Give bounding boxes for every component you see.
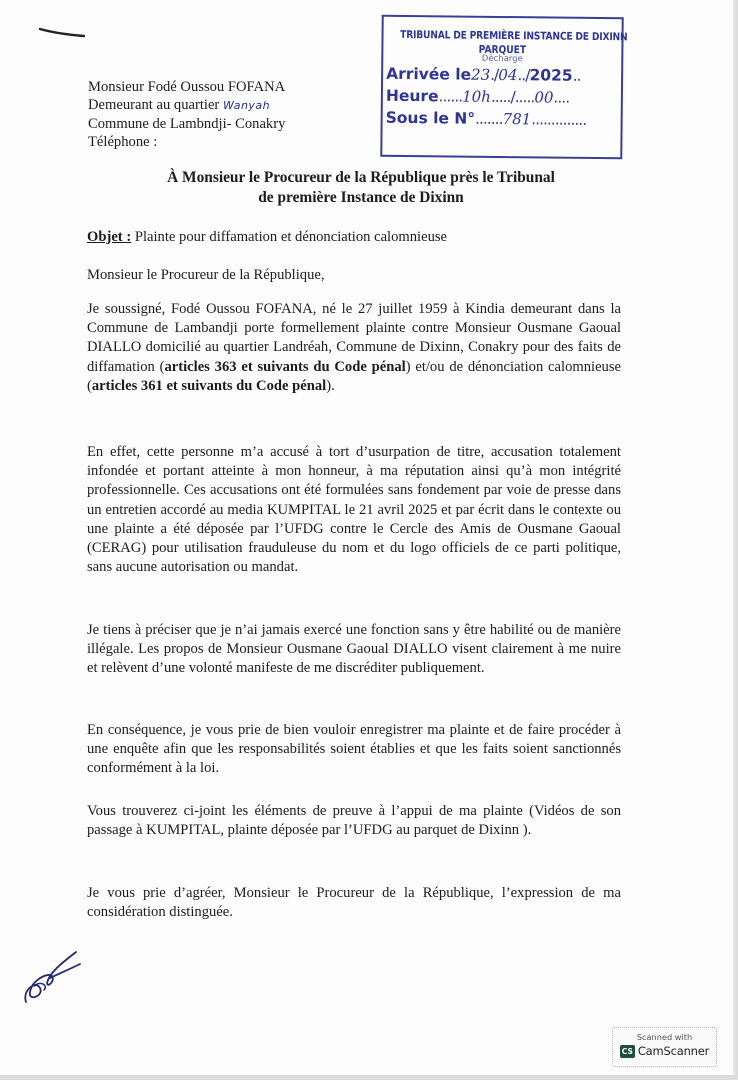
sender-address-label: Demeurant au quartier [88, 97, 223, 113]
salutation: Monsieur le Procureur de la République, [87, 267, 325, 283]
watermark-brand-row [613, 1044, 716, 1058]
subject-text: Plainte pour diffamation et dénonciation calomnieuse [131, 229, 448, 245]
page-edge-shadow [733, 0, 738, 1080]
stamp-time-hour: 10h [462, 87, 491, 106]
paragraph-complaint [87, 300, 621, 396]
stamp-office: PARQUET [478, 43, 527, 57]
sender-commune: Commune de Lambndji- Conakry [88, 116, 286, 132]
paragraph-closing: Je vous prie d’agréer, Monsieur le Procureur de la République, l’expression de ma considération distinguée. [87, 885, 621, 921]
stamp-number-label: Sous le N° [385, 108, 476, 128]
sender-address-handwritten: Wanyah [222, 99, 271, 112]
watermark-scanned-with: Scanned with [636, 1032, 693, 1042]
stamp-time-label: Heure [385, 86, 439, 106]
legal-reference-diffamation: articles 363 et suivants du Code pénal [164, 358, 406, 375]
subject-line [87, 229, 447, 246]
page-bottom-edge [0, 1075, 738, 1080]
stamp-number-row: Sous le N°.......781.............. [385, 108, 587, 129]
camscanner-watermark [612, 1027, 717, 1067]
stamp-time-row: Heure......10h...../.....00.... [385, 86, 570, 107]
addressee-line-1: À Monsieur le Procureur de la République près le Tribunal [167, 169, 555, 186]
stamp-type: Décharge [481, 53, 523, 65]
camscanner-logo-icon: CS [621, 1046, 633, 1056]
stamp-number-value: 781 [502, 110, 532, 129]
pen-mark-icon [38, 26, 88, 40]
sender-block [88, 78, 285, 151]
stamp-arrival-day: 23 [470, 65, 491, 84]
stamp-arrival-row: Arrivée le23./04../2025.. [386, 64, 581, 85]
paragraph-1-text-d: ). [326, 377, 335, 394]
paragraph-facts: En effet, cette personne m’a accusé à tort d’usurpation de titre, accusation totalement infondée et portant atteinte à mon honneur, à ma réputation ainsi qu’à mon intégrité professionnelle. Ces accusations ont été formulées sans fondement par voie de presse dans un entretien accordé au media KUMPITAL le 21 avril 2025 et par écrit dans le contexte ou une plainte a été déposée par l’UFDG contre le Cercle des Amis de Ousmane Gaoual (CERAG) pour utilisation frauduleuse du nom et du logo officiels de ce parti politique, sans aucune autorisation ou mandat. [87, 444, 621, 576]
paragraph-1-text-c: ) et/ou de dénonciation calomnieuse ( [87, 358, 621, 394]
stamp-arrival-month: 04 [498, 65, 518, 85]
addressee-heading [0, 168, 738, 208]
stamp-time-minutes: 00 [534, 88, 554, 107]
paragraph-request: En conséquence, je vous prie de bien vouloir enregistrer ma plainte et de faire procéder à une enquête afin que les responsabilités soient établies et que les faits soient sanctionnés conformément à la loi. [87, 722, 621, 777]
stamp-court: TRIBUNAL DE PREMIÈRE INSTANCE DE DIXINN [400, 28, 628, 44]
sender-address [88, 96, 285, 115]
paragraph-clarification: Je tiens à préciser que je n’ai jamais exercé une fonction sans y être habilité ou de manière illégale. Les propos de Monsieur Ousmane Gaoual DIALLO visent clairement à me nuire et relèvent d’une volonté manifeste de me discréditer publiquement. [87, 622, 621, 677]
sender-name: Monsieur Fodé Oussou FOFANA [88, 79, 286, 95]
stamp-arrival-label: Arrivée le [386, 64, 472, 84]
addressee-line-2: de première Instance de Dixinn [258, 189, 464, 206]
watermark-brand: CamScanner [637, 1044, 710, 1058]
paragraph-evidence: Vous trouverez ci-joint les éléments de preuve à l’appui de ma plainte (Vidéos de son passage à KUMPITAL, plainte déposée par l’UFDG au parquet de Dixinn ). [87, 803, 621, 839]
legal-reference-denonciation: articles 361 et suivants du Code pénal [91, 377, 327, 394]
sender-phone: Téléphone : [88, 134, 158, 150]
signature-icon [14, 940, 84, 1010]
stamp-arrival-year: 2025 [529, 66, 573, 85]
paragraph-1-text-a: Je soussigné, Fodé Oussou FOFANA, né le 27 juillet 1959 à Kindia demeurant dans la Commune de Lambandji porte formellement plainte contre Monsieur Ousmane Gaoual DIALLO domicilié au quartier Landréah, Commune de Dixinn, Conakry pour des faits de diffamation ( [87, 301, 621, 375]
reception-stamp [380, 15, 628, 160]
subject-label: Objet : [87, 229, 132, 245]
